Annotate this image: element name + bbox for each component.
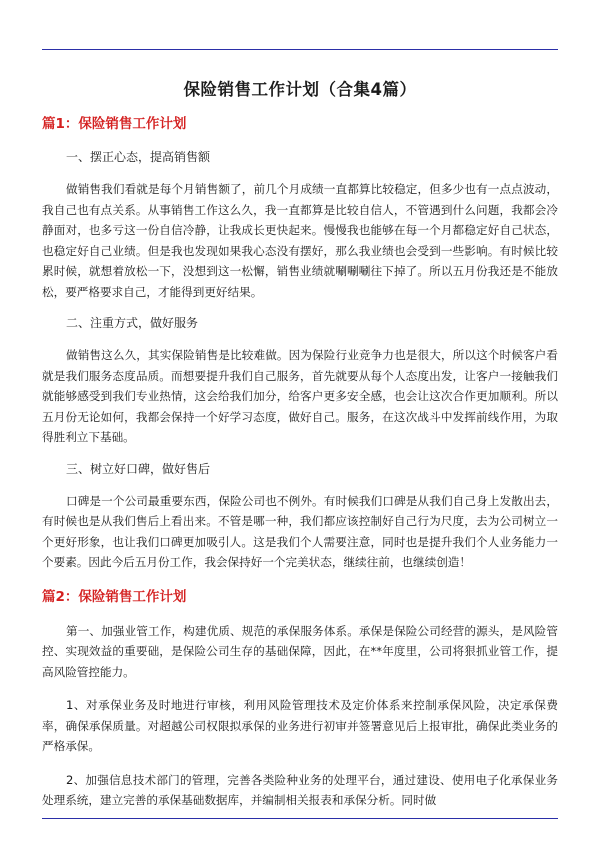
- article-paragraph: 2、加强信息技术部门的管理，完善各类险种业务的处理平台，通过建设、使用电子化承保业务处理系统，建立完善的承保基础数据库，并编制相关报表和承保分析。同时做: [42, 772, 558, 807]
- section-heading: 三、树立好口碑，做好售后: [66, 461, 211, 476]
- section-heading: 二、注重方式，做好服务: [66, 316, 199, 330]
- section-paragraph: 做销售这么久，其实保险销售是比较难做。因为保险行业竞争力也是很大，所以这个时候客户看就是我们服务态度品质。而想要提升我们自己服务，首先就要从每个人态度出发，让客户一接触我们就能够感受到我们专业热情，这会给我们加分，给客户更多安全感，也会让这次合作更加顺利。所以五月份无论如何，我都会保持一个好学习态度，做好自己。服务，在这次战斗中发挥前线作用，为取得胜利立下基础。: [42, 348, 558, 444]
- article-2-title: 篇2：保险销售工作计划: [42, 588, 187, 605]
- section-paragraph: 口碑是一个公司最重要东西，保险公司也不例外。有时候我们口碑是从我们自己身上发散出去，有时候也是从我们售后上看出来。不管是哪一种，我们都应该控制好自己行为尺度，去为公司树立一个更好形象，也让我们口碑更加吸引人。这是我们个人需要注意，同时也是提升我们个人业务能力一个要素。因此今后五月份工作，我会保持好一个完美状态，继续往前，也继续创造！: [42, 493, 558, 569]
- article-1-title: 篇1：保险销售工作计划: [42, 116, 187, 132]
- document-body: [42, 76, 558, 811]
- footer-rule: [42, 818, 558, 819]
- section-heading: 一、摆正心态，提高销售额: [66, 150, 211, 164]
- article-paragraph: 1、对承保业务及时地进行审核，利用风险管理技术及定价体系来控制承保风险，决定承保费率，确保承保质量。对超越公司权限拟承保的业务进行初审并签署意见后上报审批，确保此类业务的严格承保。: [42, 698, 558, 753]
- document-title: 保险销售工作计划（合集4篇）: [183, 80, 417, 99]
- article-paragraph: 第一、加强业管工作，构建优质、规范的承保服务体系。承保是保险公司经营的源头，是风险管控、实现效益的重要础，是保险公司生存的基础保障，因此，在**年度里，公司将狠抓业管工作，提高风险管控能力。: [42, 623, 558, 679]
- header-rule: [42, 49, 558, 50]
- section-paragraph: 做销售我们看就是每个月销售额了，前几个月成绩一直都算比较稳定，但多少也有一点点波动，我自己也有点关系。从事销售工作这么久，我一直都算是比较自信人，不管遇到什么问题，我都会冷静面对，也多亏这一份自信冷静，让我成长更快起来。慢慢我也能够在每一个月都稳定好自己状态，也稳定好自己业绩。但是我也发现如果我心态没有摆好，那么我业绩也会受到一些影响。有时候比较累时候，就想着放松一下，没想到这一松懈，销售业绩就唰唰唰往下掉了。所以五月份我还是不能放松，要严格要求自己，才能得到更好结果。: [42, 182, 558, 299]
